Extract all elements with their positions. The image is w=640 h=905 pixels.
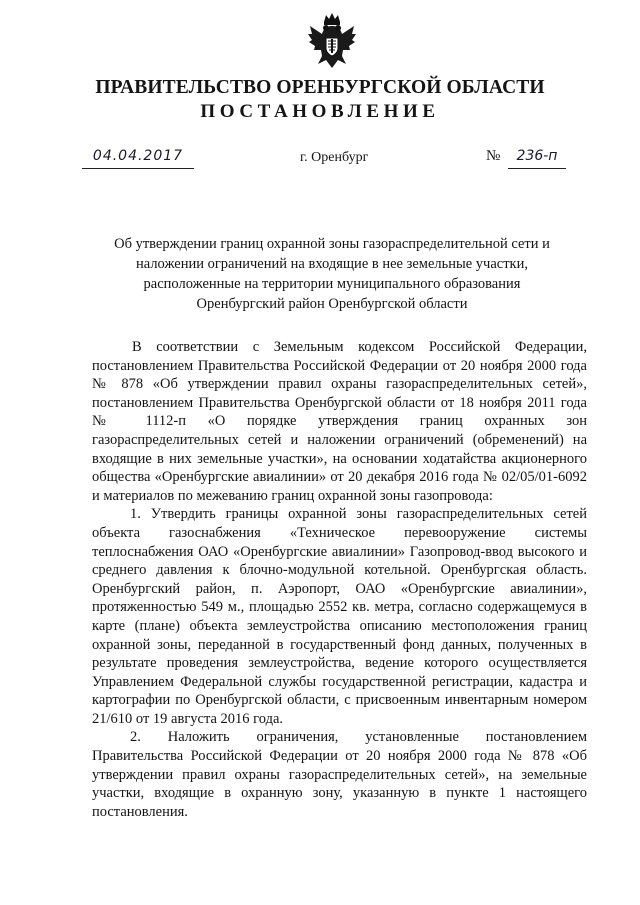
- document-number-label: №: [486, 148, 501, 164]
- document-body: [92, 338, 587, 821]
- coat-of-arms-icon: [306, 12, 358, 72]
- item-2-paragraph: 2. Наложить ограничения, установленные постановлением Правительства Российской Федерации от 20 ноября 2000 года № 878 «Об утверждении правил охраны газораспределительных сетей», на земельные участки, входящие в охранную зону, указанную в пункте 1 настоящего постановления.: [92, 729, 587, 820]
- document-date: 04.04.2017: [82, 148, 194, 169]
- preamble-paragraph: В соответствии с Земельным кодексом Российской Федерации, постановлением Правительства Российской Федерации от 20 ноября 2000 года № 878 «Об утверждении правил охраны газораспределительных сетей», постановлением Правительства Оренбургской области от 18 ноября 2011 года № 1112-п «О порядке утверждения границ охранных зон газораспределительных сетей и наложении ограничений (обременений) на входящие в них земельные участки», на основании ходатайства акционерного общества «Оренбургские авиалинии» от 20 декабря 2016 года № 02/05/01-6092 и материалов по межеванию границ охранной зоны газопровода:: [92, 339, 587, 504]
- item-1-paragraph: 1. Утвердить границы охранной зоны газораспределительных сетей объекта газоснабжения «Техническое перевооружение системы теплоснабжения ОАО «Оренбургские авиалинии» Газопровод-ввод высокого и среднего давления к блочно-модульной котельной. Оренбургская область. Оренбургский район, п. Аэропорт, ОАО «Оренбургские авиалинии», протяженностью 549 м., площадью 2552 кв. метра, согласно содержащемуся в карте (плане) объекта землеустройства описанию местоположения границ охранной зоны, переданной в государственный фонд данных, полученных в результате проведения землеустройства, ведение которого осуществляется Управлением Федеральной службы государственной регистрации, кадастра и картографии по Оренбургской области, с присвоенным инвентарным номером 21/610 от 19 августа 2016 года.: [92, 506, 587, 727]
- organization-name: ПРАВИТЕЛЬСТВО ОРЕНБУРГСКОЙ ОБЛАСТИ: [95, 77, 545, 98]
- document-number: 236-п: [508, 148, 566, 169]
- document-type: ПОСТАНОВЛЕНИЕ: [200, 101, 440, 122]
- document-city: г. Оренбург: [300, 150, 369, 165]
- document-title: Об утверждении границ охранной зоны газораспределительной сети и наложении ограничений на входящие в нее земельные участки, расположенные на территории муниципального образования Оренбургский район Оренбургской области: [114, 236, 550, 312]
